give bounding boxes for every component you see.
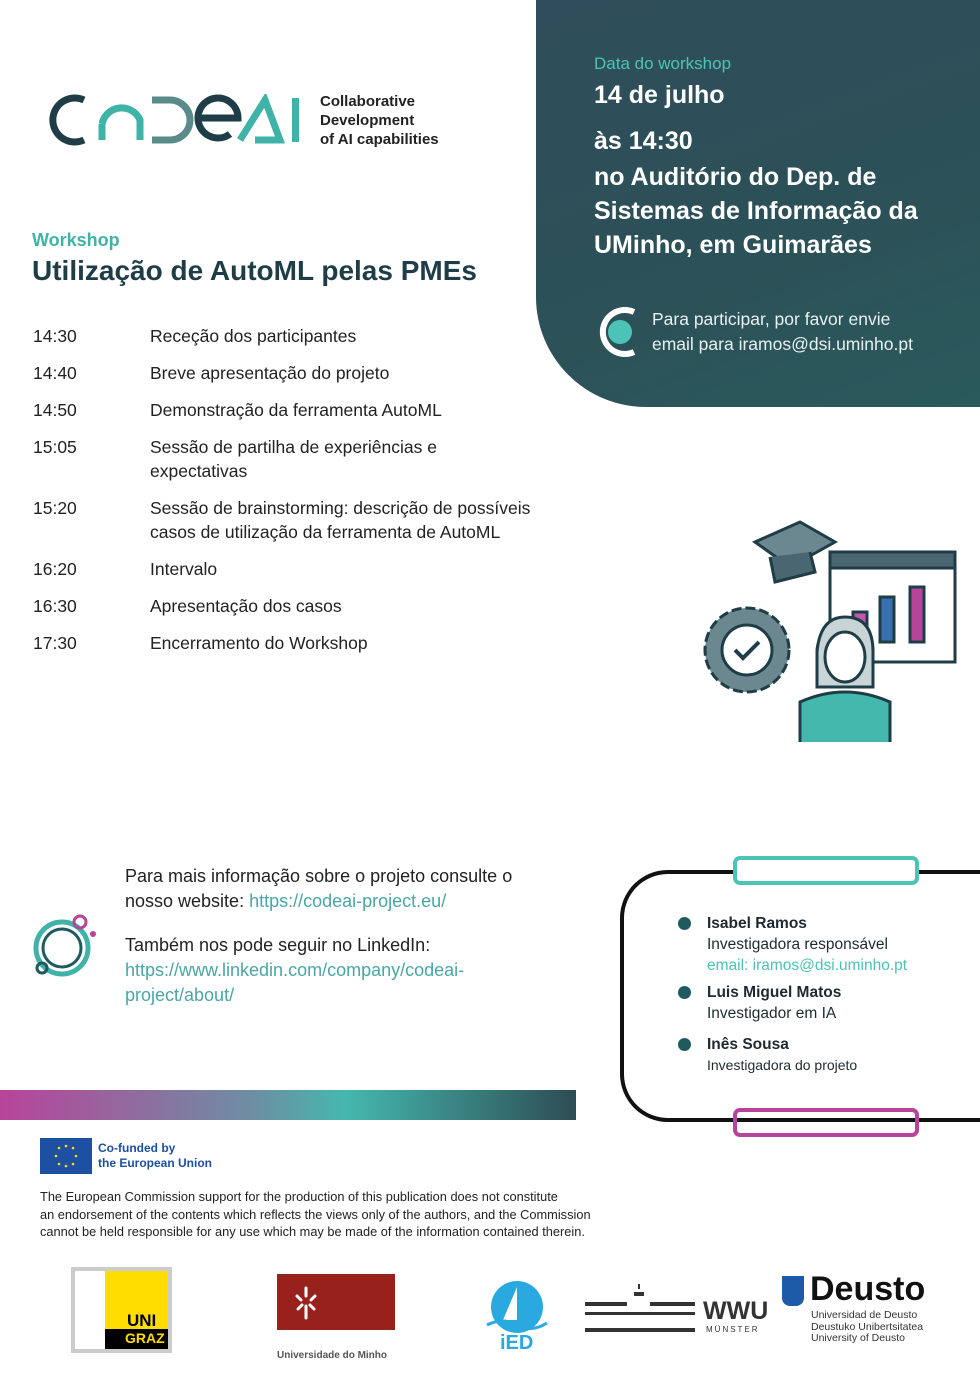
logo-tagline [320, 92, 439, 149]
schedule-time: 17:30 [33, 633, 77, 653]
eu-line: the European Union [98, 1156, 212, 1170]
tagline-line: Development [320, 112, 415, 129]
ied-logo [475, 1275, 559, 1335]
schedule-item: Encerramento do Workshop [150, 633, 368, 653]
ied-text: iED [500, 1332, 534, 1354]
schedule-time: 15:20 [33, 498, 77, 518]
schedule [33, 324, 553, 668]
schedule-item: Intervalo [150, 559, 218, 579]
disclaimer-line: The European Commission support for the production of this publication does not constitute [40, 1189, 558, 1204]
bullet-icon [678, 917, 691, 930]
schedule-item: Apresentação dos casos [150, 596, 342, 616]
deusto-line: University of Deusto [811, 1332, 905, 1344]
event-date-label: Data do workshop [594, 54, 732, 73]
eu-cofunded-logo [40, 1138, 222, 1174]
schedule-row [33, 435, 553, 483]
unigraz-text: GRAZ [125, 1330, 165, 1346]
contact-name: Inês Sousa [707, 1036, 789, 1053]
contact-role: Investigadora do projeto [707, 1057, 858, 1073]
linkedin-link[interactable]: https://www.linkedin.com/company/codeai-project/about/ [125, 960, 465, 1005]
schedule-item: Breve apresentação do projeto [150, 363, 390, 383]
venue-line: no Auditório do Dep. de [594, 163, 877, 191]
wwu-emblem [585, 1282, 697, 1334]
disclaimer [40, 1188, 591, 1241]
venue-line: Sistemas de Informação da [594, 197, 918, 225]
contact-role: Investigadora responsável [707, 936, 888, 953]
linkedin-text: Também nos pode seguir no LinkedIn: [125, 935, 431, 955]
workshop-label: Workshop [32, 230, 120, 250]
bullet-icon [678, 1038, 691, 1051]
disclaimer-line: cannot be held responsible for any use which may be made of the information contained therein. [40, 1224, 585, 1239]
register-email[interactable]: email para iramos@dsi.uminho.pt [652, 334, 913, 354]
info-text [125, 864, 525, 1008]
register-line: Para participar, por favor envie [652, 309, 891, 329]
schedule-row [33, 398, 553, 422]
workshop-title: Utilização de AutoML pelas PMEs [32, 255, 477, 286]
tagline-line: of AI capabilities [320, 131, 439, 148]
deusto-sub [811, 1310, 923, 1345]
disclaimer-line: an endorsement of the contents which reflects the views only of the authors, and the Commission [40, 1206, 591, 1222]
deusto-line: Deustuko Unibertsitatea [811, 1320, 924, 1333]
magenta-pill-decoration [733, 1108, 919, 1137]
contact-luis-miguel-matos [684, 982, 841, 1024]
event-date: 14 de julho [594, 81, 725, 109]
deusto-shield-icon [782, 1276, 804, 1306]
schedule-time: 14:40 [33, 363, 77, 383]
uminho-logo [277, 1274, 395, 1330]
event-time: às 14:30 [594, 127, 693, 155]
schedule-time: 15:05 [33, 437, 77, 457]
contact-name: Luis Miguel Matos [707, 984, 842, 1001]
eu-line: Co-funded by [98, 1141, 176, 1155]
schedule-time: 14:30 [33, 326, 77, 346]
deusto-text: Deusto [810, 1270, 926, 1308]
contact-name: Isabel Ramos [707, 915, 807, 932]
schedule-item: Sessão de brainstorming: descrição de possíveis casos de utilização da ferramenta de AutoML [150, 498, 531, 542]
register-text [652, 307, 913, 357]
automl-illustration [685, 512, 960, 747]
unigraz-text: UNI [127, 1311, 157, 1330]
schedule-item: Demonstração da ferramenta AutoML [150, 400, 442, 420]
schedule-row [33, 361, 553, 385]
event-panel [536, 0, 980, 407]
schedule-item: Receção dos participantes [150, 326, 357, 346]
schedule-time: 16:20 [33, 559, 77, 579]
codeai-logo [40, 94, 305, 146]
contact-role: Investigador em IA [707, 1005, 837, 1022]
schedule-item: Sessão de partilha de experiências e expectativas [150, 437, 437, 481]
schedule-row [33, 557, 553, 581]
schedule-row [33, 496, 553, 544]
teal-pill-decoration [733, 856, 919, 885]
bullet-icon [678, 986, 691, 999]
wwu-sub: MÜNSTER [706, 1325, 760, 1334]
gradient-bar [0, 1090, 576, 1120]
codeai-c-icon [594, 304, 640, 360]
schedule-row [33, 631, 553, 655]
contact-email[interactable]: email: iramos@dsi.uminho.pt [707, 957, 908, 974]
schedule-row [33, 324, 553, 348]
contact-ines-sousa [684, 1034, 857, 1076]
schedule-row [33, 594, 553, 618]
website-text: Para mais informação sobre o projeto consulte o nosso website: [125, 866, 513, 911]
uni-graz-logo [71, 1267, 172, 1353]
website-link[interactable]: https://codeai-project.eu/ [249, 891, 447, 911]
wwu-text: WWU [703, 1297, 769, 1325]
eu-flag-icon [40, 1138, 92, 1174]
schedule-time: 14:50 [33, 400, 77, 420]
contact-isabel-ramos [684, 913, 907, 976]
uminho-text: Universidade do Minho [277, 1350, 388, 1361]
schedule-time: 16:30 [33, 596, 77, 616]
event-venue [594, 160, 918, 262]
project-ring-icon [30, 912, 100, 982]
tagline-line: Collaborative [320, 93, 416, 110]
deusto-line: Universidad de Deusto [811, 1309, 918, 1321]
venue-line: UMinho, em Guimarães [594, 231, 872, 259]
